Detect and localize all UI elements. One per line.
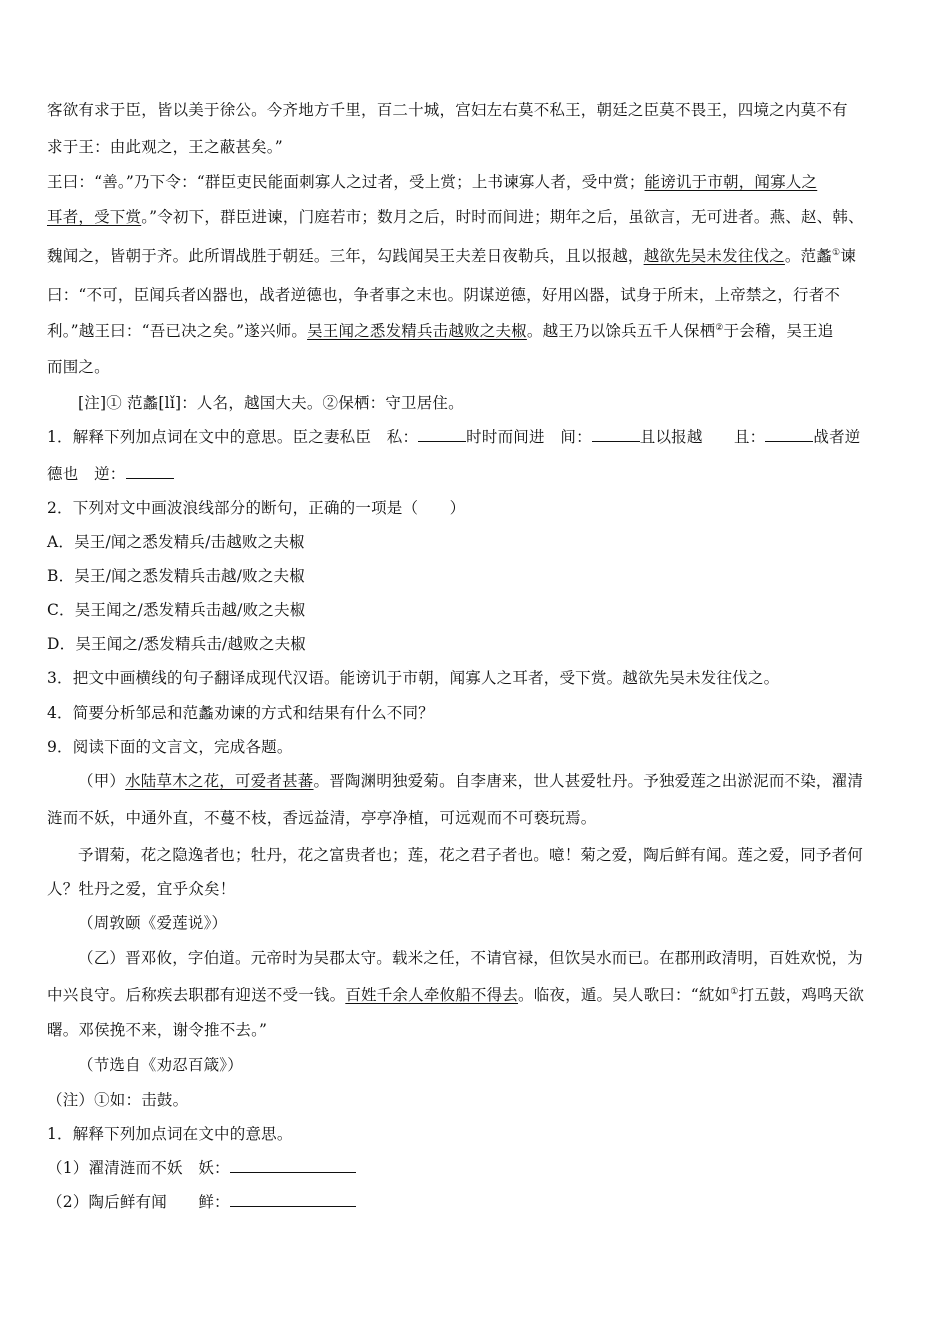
passage-line: 予谓菊，花之隐逸者也；牡丹，花之富贵者也；莲，花之君子者也。噫！菊之爱，陶后鲜有闻。莲之爱，同予者何	[78, 846, 864, 864]
sub-question-1-2: （2）陶后鲜有闻 鲜：	[47, 1192, 356, 1212]
underlined-sentence: 水陆草木之花，可爱者甚蕃	[125, 772, 314, 790]
wavy-underlined-sentence: 吴王闻之悉发精兵击越败之夫椒	[307, 322, 527, 340]
passage-note: （注）①如：击鼓。	[47, 1091, 189, 1109]
passage-line: 中兴良守。后称疾去职郡有迎送不受一钱。百姓千余人牵攸船不得去。临夜，遁。吴人歌曰：“紞如①打五鼓，鸡鸣天欲	[47, 986, 865, 1004]
answer-blank[interactable]	[126, 464, 174, 479]
passage-line: 而围之。	[47, 358, 110, 376]
passage-note: [注]① 范蠡[lǐ]：人名，越国大夫。②保栖：守卫居住。	[78, 394, 464, 412]
question-1: 1．解释下列加点词在文中的意思。臣之妻私臣 私： 时时而间进 间： 且以报越 且： 战者逆	[47, 428, 861, 446]
option-b: B．吴王/闻之悉发精兵击越/败之夫椒	[47, 567, 305, 585]
passage-line: （甲）水陆草木之花，可爱者甚蕃。晋陶渊明独爱菊。自李唐来，世人甚爱牡丹。予独爱莲之出淤泥而不染，濯清	[78, 772, 864, 790]
answer-blank[interactable]	[230, 1158, 356, 1173]
passage-line: 曰：“不可，臣闻兵者凶器也，战者逆德也，争者事之末也。阴谋逆德，好用凶器，试身于所末，上帝禁之，行者不	[47, 286, 841, 304]
answer-blank[interactable]	[765, 427, 813, 442]
question-3: 3．把文中画横线的句子翻译成现代汉语。能谤讥于市朝，闻寡人之耳者，受下赏。越欲先吴未发往伐之。	[47, 669, 780, 687]
option-d: D．吴王闻之/悉发精兵击/越败之夫椒	[47, 635, 306, 653]
passage-line: 王曰：“善。”乃下令：“群臣吏民能面刺寡人之过者，受上赏；上书谏寡人者，受中赏；能谤讥于市朝，闻寡人之	[47, 173, 818, 191]
passage-line: 求于王：由此观之，王之蔽甚矣。”	[47, 138, 283, 156]
underlined-sentence: 百姓千余人牵攸船不得去	[345, 986, 519, 1004]
passage-line: 人？牡丹之爱，宜乎众矣！	[47, 880, 236, 898]
option-c: C．吴王闻之/悉发精兵击越/败之夫椒	[47, 601, 306, 619]
underlined-sentence: 越欲先吴未发往伐之	[643, 247, 785, 265]
sub-question-1-1: （1）濯清涟而不妖 妖：	[47, 1158, 356, 1178]
passage-line: 耳者，受下赏。”令初下，群臣进谏，门庭若市；数月之后，时时而间进；期年之后，虽欲言，无可进者。燕、赵、韩、	[47, 208, 864, 226]
answer-blank[interactable]	[418, 427, 466, 442]
underlined-sentence: 耳者，受下赏	[47, 208, 142, 226]
passage-line: 涟而不妖，中通外直，不蔓不枝，香远益清，亭亭净植，可远观而不可亵玩焉。	[47, 809, 597, 827]
answer-blank[interactable]	[592, 427, 640, 442]
passage-line: 利。”越王曰：“吾已决之矣。”遂兴师。吴王闻之悉发精兵击越败之夫椒。越王乃以馀兵五千人保栖②于会稽，吴王追	[47, 322, 834, 340]
question-9-title: 9．阅读下面的文言文，完成各题。	[47, 738, 293, 756]
passage-line: 魏闻之，皆朝于齐。此所谓战胜于朝廷。三年，勾践闻吴王夫差日夜勒兵，且以报越，越欲先吴未发往伐之。范蠡①谏	[47, 247, 857, 265]
passage-source: （节选自《劝忍百箴》）	[78, 1056, 243, 1074]
answer-blank[interactable]	[230, 1192, 356, 1207]
question-4: 4．简要分析邹忌和范蠡劝谏的方式和结果有什么不同？	[47, 704, 434, 722]
passage-source: （周敦颐《爱莲说》）	[78, 914, 228, 932]
passage-line: 客欲有求于臣，皆以美于徐公。今齐地方千里，百二十城，宫妇左右莫不私王，朝廷之臣莫不畏王，四境之内莫不有	[47, 101, 848, 119]
passage-line: 曙。邓侯挽不来，谢令推不去。”	[47, 1021, 268, 1039]
option-a: A．吴王/闻之悉发精兵/击越败之夫椒	[47, 533, 305, 551]
question-1-cont: 德也 逆：	[47, 464, 174, 484]
question-2: 2．下列对文中画波浪线部分的断句，正确的一项是（ ）	[47, 499, 466, 517]
underlined-sentence: 能谤讥于市朝，闻寡人之	[644, 173, 818, 191]
sub-question-1: 1．解释下列加点词在文中的意思。	[47, 1125, 293, 1143]
passage-line: （乙）晋邓攸，字伯道。元帝时为吴郡太守。载米之任，不请官禄，但饮吴水而已。在郡刑政清明，百姓欢悦，为	[78, 949, 864, 967]
